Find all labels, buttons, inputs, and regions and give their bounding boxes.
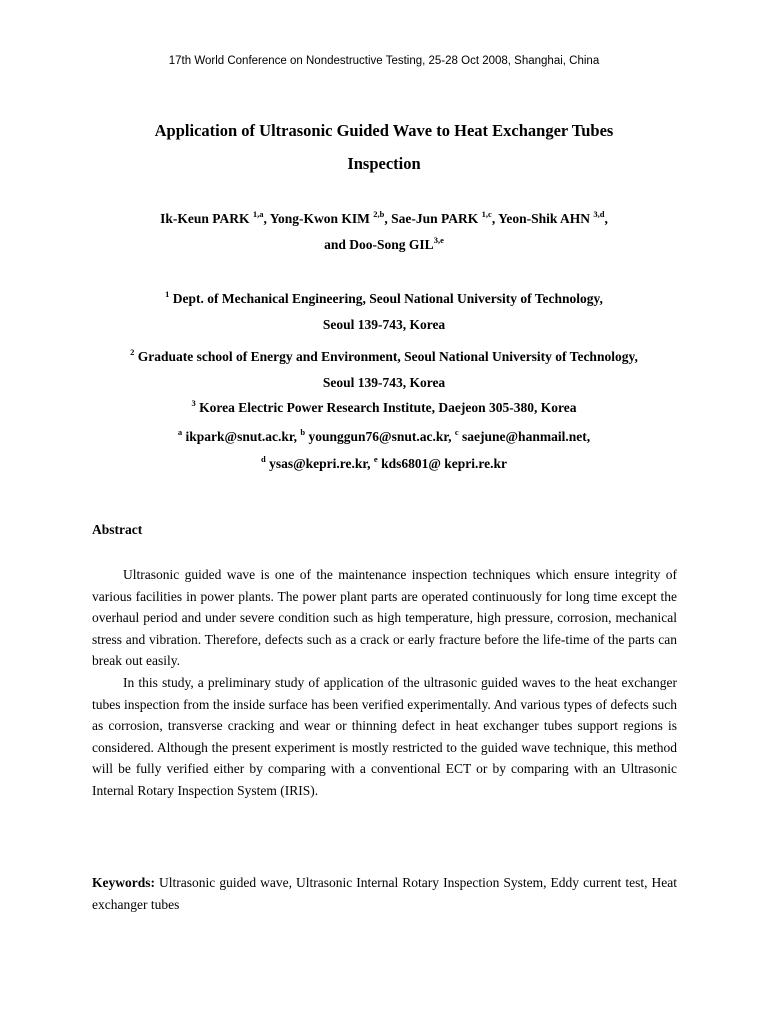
author-name: Sae-Jun PARK — [391, 211, 482, 226]
keywords-text: Ultrasonic guided wave, Ultrasonic Internal Rotary Inspection System, Eddy current test, Heat exchanger tubes — [92, 875, 677, 912]
author-affil-mark: 1,c — [481, 209, 492, 219]
author-name: Yong-Kwon KIM — [269, 211, 374, 226]
author-affil-mark: 3,d — [593, 209, 605, 219]
email-line-2: $^d$ ysas@kepri.re.kr, $^e$ kds6801@ kepri.re.kr — [260, 454, 508, 471]
author-name: Ik-Keun PARK — [160, 211, 253, 226]
author-affil-mark: 1,a — [252, 209, 264, 219]
author-line-2 — [92, 232, 676, 258]
abstract-paragraph-1: Ultrasonic guided wave is one of the maintenance inspection techniques which ensure integrity of various facilities in power plants. The power plant parts are operated continuously for long time except the overhaul period and under severe condition such as high temperature, high pressure, corrosion, mechanical stress and vibration. Therefore, defects such as a crack or early fracture before the life-time of the parts can break out easily. — [92, 567, 677, 669]
affiliation-3: $^3$ Korea Electric Power Research Institute, Daejeon 305-380, Korea — [191, 398, 577, 415]
email-list — [60, 424, 708, 477]
keywords-label: Keywords: — [92, 875, 155, 890]
email-address: ysas@kepri.re.kr, — [265, 456, 374, 471]
author-affil-mark: 2,b — [373, 209, 385, 219]
abstract-heading: Abstract — [92, 522, 143, 537]
author-name: and Doo-Song GIL — [324, 237, 434, 252]
title-line-2: Inspection — [347, 154, 421, 173]
author-affil-mark: 3,e — [433, 235, 444, 245]
email-address: saejune@hanmail.net, — [458, 429, 591, 444]
abstract-body — [92, 564, 677, 802]
abstract-paragraph-2: In this study, a preliminary study of application of the ultrasonic guided waves to the heat exchanger tubes inspection from the inside surface has been verified experimentally. And various types of defects such as corrosion, transverse cracking and wear or thinning defect in heat exchanger tubes support regions is considered. Although the present experiment is mostly restricted to the guided wave technique, this method will be fully verified either by comparing with a conventional ECT or by comparing with an Ultrasonic Internal Rotary Inspection System (IRIS). — [92, 674, 677, 798]
email-address: kds6801@ kepri.re.kr — [377, 456, 508, 471]
paper-title — [92, 114, 676, 180]
keywords-section — [92, 872, 677, 915]
affiliation-2: $^2$ Graduate school of Energy and Environment, Seoul National University of Technology, Seoul 139-743, Korea — [130, 347, 638, 390]
affiliation-1: $^1$ Dept. of Mechanical Engineering, Seoul National University of Technology, Seoul 139-743, Korea — [165, 289, 603, 332]
email-address: younggun76@snut.ac.kr, — [305, 429, 455, 444]
title-line-1: Application of Ultrasonic Guided Wave to Heat Exchanger Tubes — [154, 121, 614, 140]
conference-header: 17th World Conference on Nondestructive Testing, 25-28 Oct 2008, Shanghai, China — [168, 55, 600, 67]
email-address: ikpark@snut.ac.kr, — [182, 429, 301, 444]
author-line-1: Ik-Keun PARK $^{1,a}$, Yong-Kwon KIM $^{2,b}$, Sae-Jun PARK $^{1,c}$, Yeon-Shik AHN $^{3,d}$, — [160, 209, 608, 226]
author-name: Yeon-Shik AHN — [498, 211, 594, 226]
email-line-1: $^a$ ikpark@snut.ac.kr, $^b$ younggun76@snut.ac.kr, $^c$ saejune@hanmail.net, — [177, 427, 591, 444]
author-list — [92, 206, 676, 258]
